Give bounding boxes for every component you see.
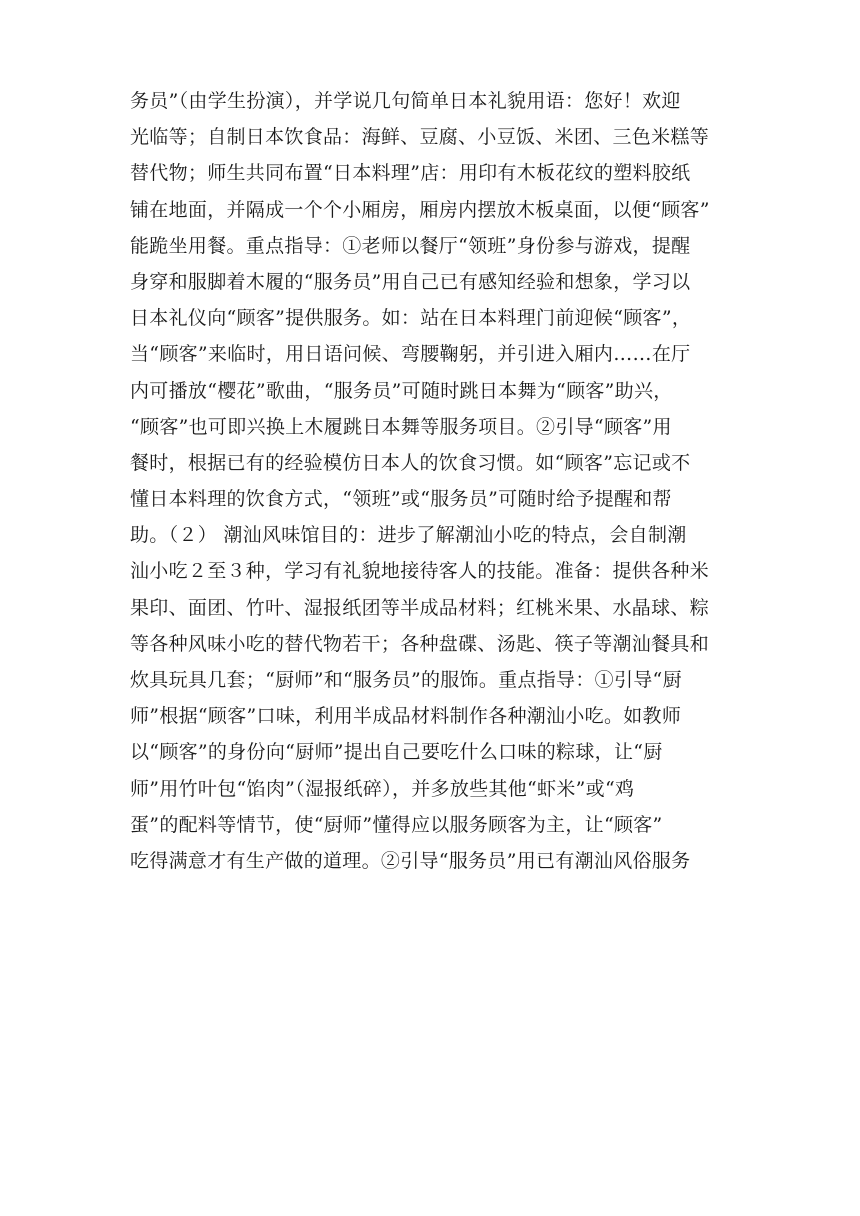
text-line: 以“顾客”的身份向“厨师”提出自己要吃什么口味的粽球，让“厨 <box>130 741 663 764</box>
text-line: 炊具玩具几套；“厨师”和“服务员”的服饰。重点指导：①引导“厨 <box>130 669 682 691</box>
text-line: 身穿和服脚着木履的“服务员”用自己已有感知经验和想象，学习以 <box>130 270 691 293</box>
text-line: 替代物；师生共同布置“日本料理”店：用印有木板花纹的塑料胶纸 <box>130 162 691 185</box>
text-line: 蛋”的配料等情节，使“厨师”懂得应以服务顾客为主，让“顾客” <box>130 813 663 836</box>
body-paragraph <box>130 83 730 879</box>
text-line: “顾客”也可即兴换上木履跳日本舞等服务项目。②引导“顾客”用 <box>130 415 672 438</box>
text-line: 助。（２） 潮汕风味馆目的：进步了解潮汕小吃的特点，会自制潮 <box>130 524 687 547</box>
text-line: 吃得满意才有生产做的道理。②引导“服务员”用已有潮汕风俗服务 <box>130 849 691 872</box>
text-line: 师”用竹叶包“馅肉”（湿报纸碎），并多放些其他“虾米”或“鸡 <box>130 777 635 800</box>
text-line: 光临等；自制日本饮食品：海鲜、豆腐、小豆饭、米团、三色米糕等 <box>130 126 710 149</box>
text-line: 果印、面团、竹叶、湿报纸团等半成品材料；红桃米果、水晶球、粽 <box>130 596 710 619</box>
text-line: 懂日本料理的饮食方式，“领班”或“服务员”可随时给予提醒和帮 <box>130 488 672 511</box>
text-line: 师”根据“顾客”口味，利用半成品材料制作各种潮汕小吃。如教师 <box>130 705 682 728</box>
text-line: 等各种风味小吃的替代物若干；各种盘碟、汤匙、筷子等潮汕餐具和 <box>130 632 710 655</box>
text-line: 汕小吃２至３种，学习有礼貌地接待客人的技能。准备：提供各种米 <box>130 560 710 583</box>
text-line: 日本礼仪向“顾客”提供服务。如：站在日本料理门前迎候“顾客”， <box>130 307 692 330</box>
text-line: 能跪坐用餐。重点指导：①老师以餐厅“领班”身份参与游戏，提醒 <box>130 234 691 257</box>
text-line: 铺在地面，并隔成一个个小厢房，厢房内摆放木板桌面，以便“顾客” <box>130 198 710 221</box>
text-line: 内可播放“樱花”歌曲，“服务员”可随时跳日本舞为“顾客”助兴， <box>130 379 673 402</box>
text-line: 务员”（由学生扮演），并学说几句简单日本礼貌用语：您好！欢迎 <box>130 90 681 112</box>
text-line: 当“顾客”来临时，用日语问候、弯腰鞠躬，并引进入厢内……在厅 <box>130 343 691 366</box>
text-line: 餐时，根据已有的经验模仿日本人的饮食习惯。如“顾客”忘记或不 <box>130 451 691 474</box>
